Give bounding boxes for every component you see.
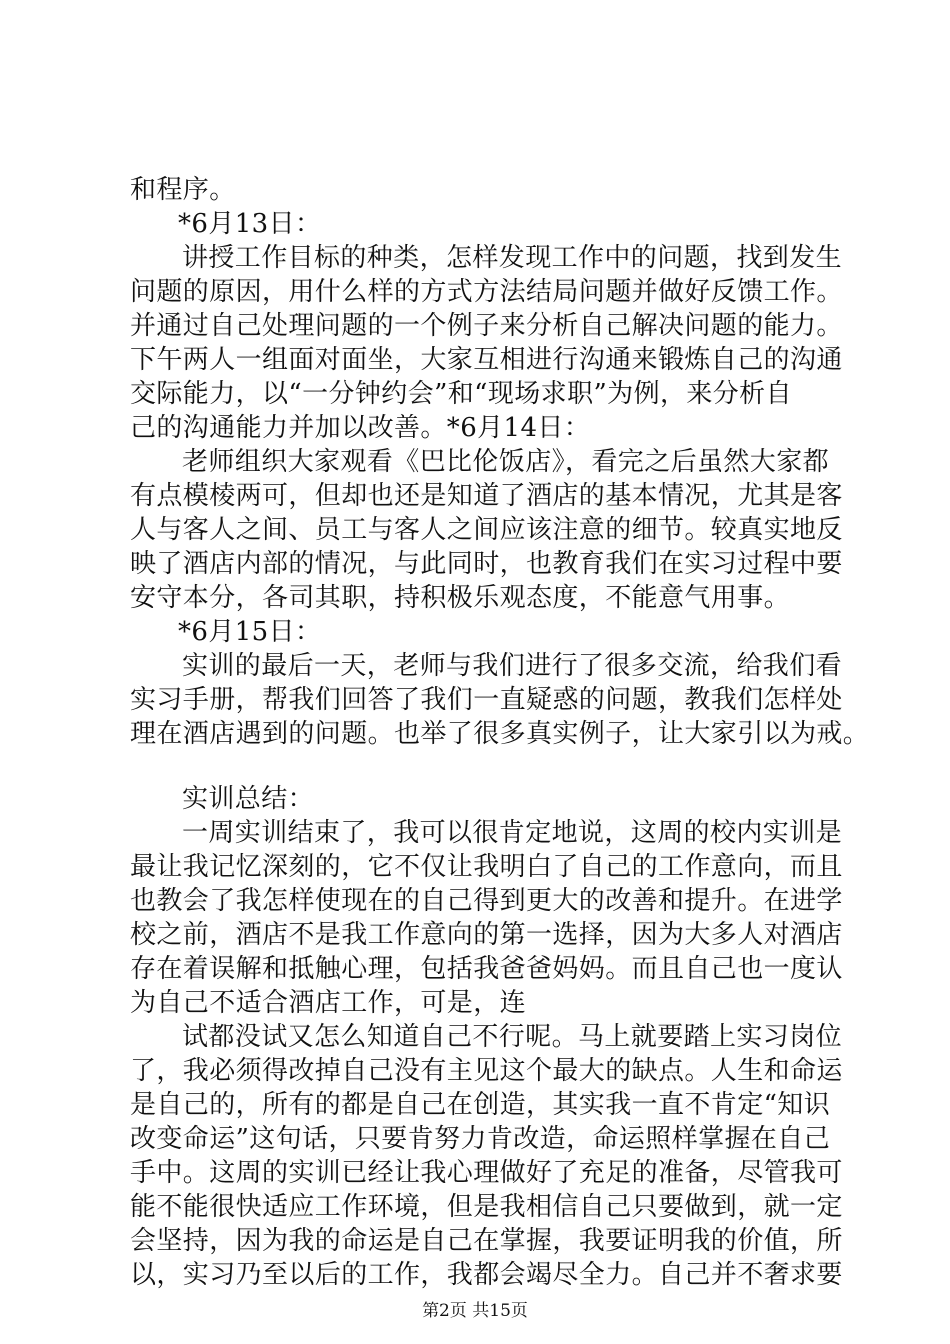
body-line: 改变命运”这句话，只要肯努力肯改造，命运照样掌握在自己 (130, 1124, 831, 1154)
body-line: 会坚持，因为我的命运是自己在掌握，我要证明我的价值，所 (130, 1226, 843, 1256)
body-line: 以，实习乃至以后的工作，我都会竭尽全力。自己并不奢求要 (130, 1260, 843, 1290)
body-line: 是自己的，所有的都是自己在创造，其实我一直不肯定“知识 (130, 1090, 831, 1120)
body-line: 实习手册，帮我们回答了我们一直疑惑的问题，教我们怎样处 (130, 685, 843, 715)
body-line: 一周实训结束了，我可以很肯定地说，这周的校内实训是 (182, 818, 843, 848)
body-line: 人与客人之间、员工与客人之间应该注意的细节。较真实地反 (130, 515, 843, 545)
body-line: 手中。这周的实训已经让我心理做好了充足的准备，尽管我可 (130, 1158, 843, 1188)
body-line: 有点模棱两可，但却也还是知道了酒店的基本情况，尤其是客 (130, 481, 843, 511)
body-line: 并通过自己处理问题的一个例子来分析自己解决问题的能力。 (130, 311, 843, 341)
body-line: 为自己不适合酒店工作，可是，连 (130, 988, 527, 1018)
body-line: 讲授工作目标的种类，怎样发现工作中的问题，找到发生 (182, 243, 843, 273)
body-line: 理在酒店遇到的问题。也举了很多真实例子，让大家引以为戒。 (130, 719, 870, 749)
body-line: 能不能很快适应工作环境，但是我相信自己只要做到，就一定 (130, 1192, 843, 1222)
body-line: 实训的最后一天，老师与我们进行了很多交流，给我们看 (182, 651, 843, 681)
body-line: 映了酒店内部的情况，与此同时，也教育我们在实习过程中要 (130, 549, 843, 579)
body-line: 了，我必须得改掉自己没有主见这个最大的缺点。人生和命运 (130, 1056, 843, 1086)
body-line: 交际能力，以“一分钟约会”和“现场求职”为例，来分析自 (130, 379, 792, 409)
body-line: 安守本分，各司其职，持积极乐观态度，不能意气用事。 (130, 583, 791, 613)
body-line: 存在着误解和抵触心理，包括我爸爸妈妈。而且自己也一度认 (130, 954, 843, 984)
section-heading: 实训总结： (182, 784, 315, 814)
page-footer: 第2页 共15页 (422, 1301, 528, 1321)
body-line: 也教会了我怎样使现在的自己得到更大的改善和提升。在进学 (130, 886, 843, 916)
body-line: 最让我记忆深刻的，它不仅让我明白了自己的工作意向，而且 (130, 852, 843, 882)
body-line: 下午两人一组面对面坐，大家互相进行沟通来锻炼自己的沟通 (130, 345, 843, 375)
body-line: 校之前，酒店不是我工作意向的第一选择，因为大多人对酒店 (130, 920, 843, 950)
date-heading: *6月15日： (178, 617, 322, 647)
body-line: 试都没试又怎么知道自己不行呢。马上就要踏上实习岗位 (182, 1022, 843, 1052)
body-line: 问题的原因，用什么样的方式方法结局问题并做好反馈工作。 (130, 277, 843, 307)
body-line: 和程序。 (130, 175, 236, 205)
body-line: 老师组织大家观看《巴比伦饭店》，看完之后虽然大家都 (182, 447, 830, 477)
body-line: 己的沟通能力并加以改善。*6月14日： (130, 413, 591, 443)
date-heading: *6月13日： (178, 209, 322, 239)
